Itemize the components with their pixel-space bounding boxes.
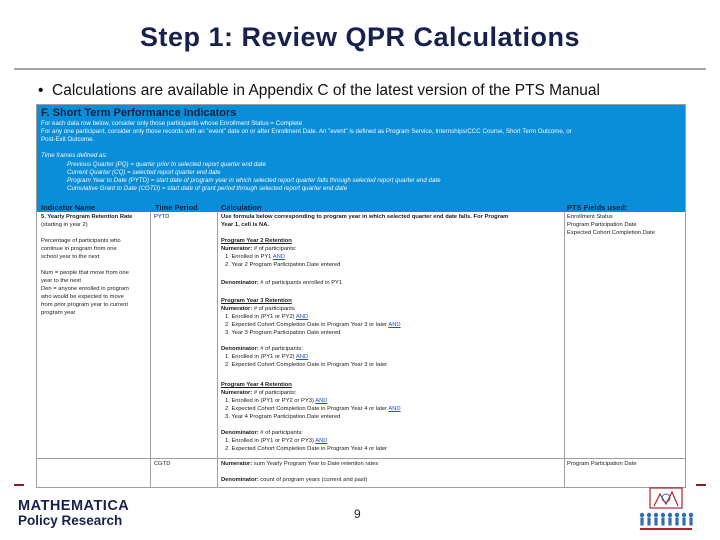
y4-item: 1. Enrolled in (PY1 or PY2 or PY3)	[225, 398, 314, 404]
y2-den-label: Denominator:	[221, 280, 259, 286]
y4-den-item: 1. Enrolled in (PY1 or PY2 or PY3)	[225, 438, 314, 444]
y4-heading: Program Year 4 Retention	[221, 382, 292, 388]
indicator-line: Num = people that move from one	[41, 270, 129, 276]
timeframe-line: Program Year to Date (PYTD) = start date of program year in which selected report quarter falls through selected report quarter end date	[67, 177, 441, 184]
y4-and: AND	[315, 398, 328, 404]
y3-item: 1. Enrolled in (PY1 or PY2)	[225, 314, 295, 320]
indicator-line: continue in program from one	[41, 246, 117, 252]
bullet-item	[38, 82, 718, 100]
y4-den-item: 2. Expected Cohort Completion Date in Program Year 4 or later	[225, 446, 388, 452]
note-line: Post-Exit Outcome.	[41, 136, 95, 143]
y3-den-item: 1. Enrolled in (PY1 or PY2)	[225, 354, 295, 360]
indicator-line: year to the next	[41, 278, 81, 284]
logo-line-2: Policy Research	[18, 513, 123, 528]
logo-line-1: MATHEMATICA	[18, 498, 130, 514]
time-period-cgtd: CGTD	[154, 461, 171, 467]
calc-intro-line: Year 1, cell is NA.	[221, 222, 270, 228]
y3-heading: Program Year 3 Retention	[221, 298, 292, 304]
y3-den-label: Denominator:	[221, 346, 259, 352]
indicator-line: 5. Yearly Program Retention Rate	[41, 214, 133, 220]
y3-den-text: # of participants:	[258, 346, 303, 352]
indicator-line: Den = anyone enrolled in program	[41, 286, 129, 292]
cgtd-num-text: sum Yearly Program Year to Date retention rates	[252, 461, 379, 467]
y3-num-text: # of participants	[252, 306, 295, 312]
time-period-pytd: PYTD	[154, 214, 170, 220]
y4-den-label: Denominator:	[221, 430, 259, 436]
y2-num-label: Numerator:	[221, 246, 253, 252]
y4-item: 2. Expected Cohort Completion Date in Program Year 4 or later	[225, 406, 388, 412]
y2-item: 1. Enrolled in PY1	[225, 254, 272, 260]
bullet-text: Calculations are available in Appendix C of the latest version of the PTS Manual	[52, 82, 600, 99]
indicator-line: from prior program year to current	[41, 302, 128, 308]
timeframe-line: Current Quarter (CQ) = selected report quarter end date	[67, 169, 221, 176]
y3-item: 2. Expected Cohort Completion Date in Program Year 3 or later	[225, 322, 388, 328]
calc-intro-line: Use formula below corresponding to program year in which selected quarter end date falls. For Program	[221, 214, 509, 220]
qpr-calculation-table	[36, 104, 686, 488]
y4-den-text: # of participants:	[258, 430, 303, 436]
y4-and: AND	[315, 438, 328, 444]
y4-num-text: # of participants:	[252, 390, 297, 396]
timeframes-label: Time frames defined as:	[41, 152, 108, 159]
column-divider	[150, 212, 151, 488]
y3-and: AND	[295, 314, 309, 320]
indicator-line: Percentage of participants who	[41, 238, 121, 244]
indicator-line: (starting in year 2)	[41, 222, 88, 228]
header-time-period: Time Period	[155, 203, 198, 212]
y3-item: 3. Year 3 Program Participation Date entered	[225, 330, 341, 336]
cgtd-den-text: count of program years (current and past)	[258, 477, 368, 483]
cgtd-num-label: Numerator:	[221, 461, 253, 467]
column-divider	[217, 212, 218, 488]
timeframe-line: Cumulative Grant to Date (CGTD) = start date of grant period through selected report quarter end date	[67, 185, 348, 192]
row-divider	[37, 458, 685, 459]
y2-heading: Program Year 2 Retention	[221, 238, 292, 244]
organization-emblem-icon	[636, 486, 696, 534]
note-line: For each data row below, consider only those participants whose Enrollment Status = Complete	[41, 120, 303, 127]
note-line: For any one participant, consider only those records with an "event" date on or after Enrollment Date. An "event" is defined as Program Service, Internships/CCC Course, Short Term Outcome, or	[41, 128, 572, 135]
footer-accent-right	[696, 484, 706, 486]
timeframe-line: Previous Quarter (PQ) = quarter prior to selected report quarter end date	[67, 161, 266, 168]
header-indicator-name: Indicator Name	[41, 203, 96, 212]
title-divider	[14, 68, 706, 70]
footer-accent-left	[14, 484, 24, 486]
section-title: F. Short Term Performance Indicators	[41, 107, 237, 119]
slide-title: Step 1: Review QPR Calculations	[139, 22, 581, 52]
header-calculation: Calculation	[221, 203, 262, 212]
y2-num-text: # of participants:	[252, 246, 297, 252]
header-pts-fields: PTS Fields used:	[567, 203, 628, 212]
pts-field: Program Participation Date	[567, 222, 637, 228]
indicator-line: who would be expected to move	[41, 294, 124, 300]
indicator-line: program year	[41, 310, 76, 316]
mathematica-logo	[18, 498, 129, 528]
table-header-band	[37, 105, 685, 212]
y4-item: 3. Year 4 Program Participation Date entered	[225, 414, 341, 420]
y3-num-label: Numerator:	[221, 306, 253, 312]
page-number: 9	[354, 507, 361, 521]
pts-field: Enrollment Status	[567, 214, 613, 220]
indicator-line: school year to the next	[41, 254, 100, 260]
y4-and: AND	[388, 406, 401, 412]
pts-field-cgtd: Program Participation Date	[567, 461, 637, 467]
y3-and: AND	[295, 354, 309, 360]
pts-field: Expected Cohort Completion Date	[567, 230, 655, 236]
y2-den-text: # of participants enrolled in PY1	[258, 280, 343, 286]
column-divider	[564, 212, 565, 488]
cgtd-den-label: Denominator:	[221, 477, 259, 483]
y2-and: AND	[272, 254, 285, 260]
bullet-dot-icon: •	[38, 82, 44, 99]
y2-item: 2. Year 2 Program Participation Date entered	[225, 262, 341, 268]
y3-den-item: 2. Expected Cohort Completion Date in Program Year 3 or later	[225, 362, 388, 368]
y3-and: AND	[388, 322, 401, 328]
y4-num-label: Numerator:	[221, 390, 253, 396]
